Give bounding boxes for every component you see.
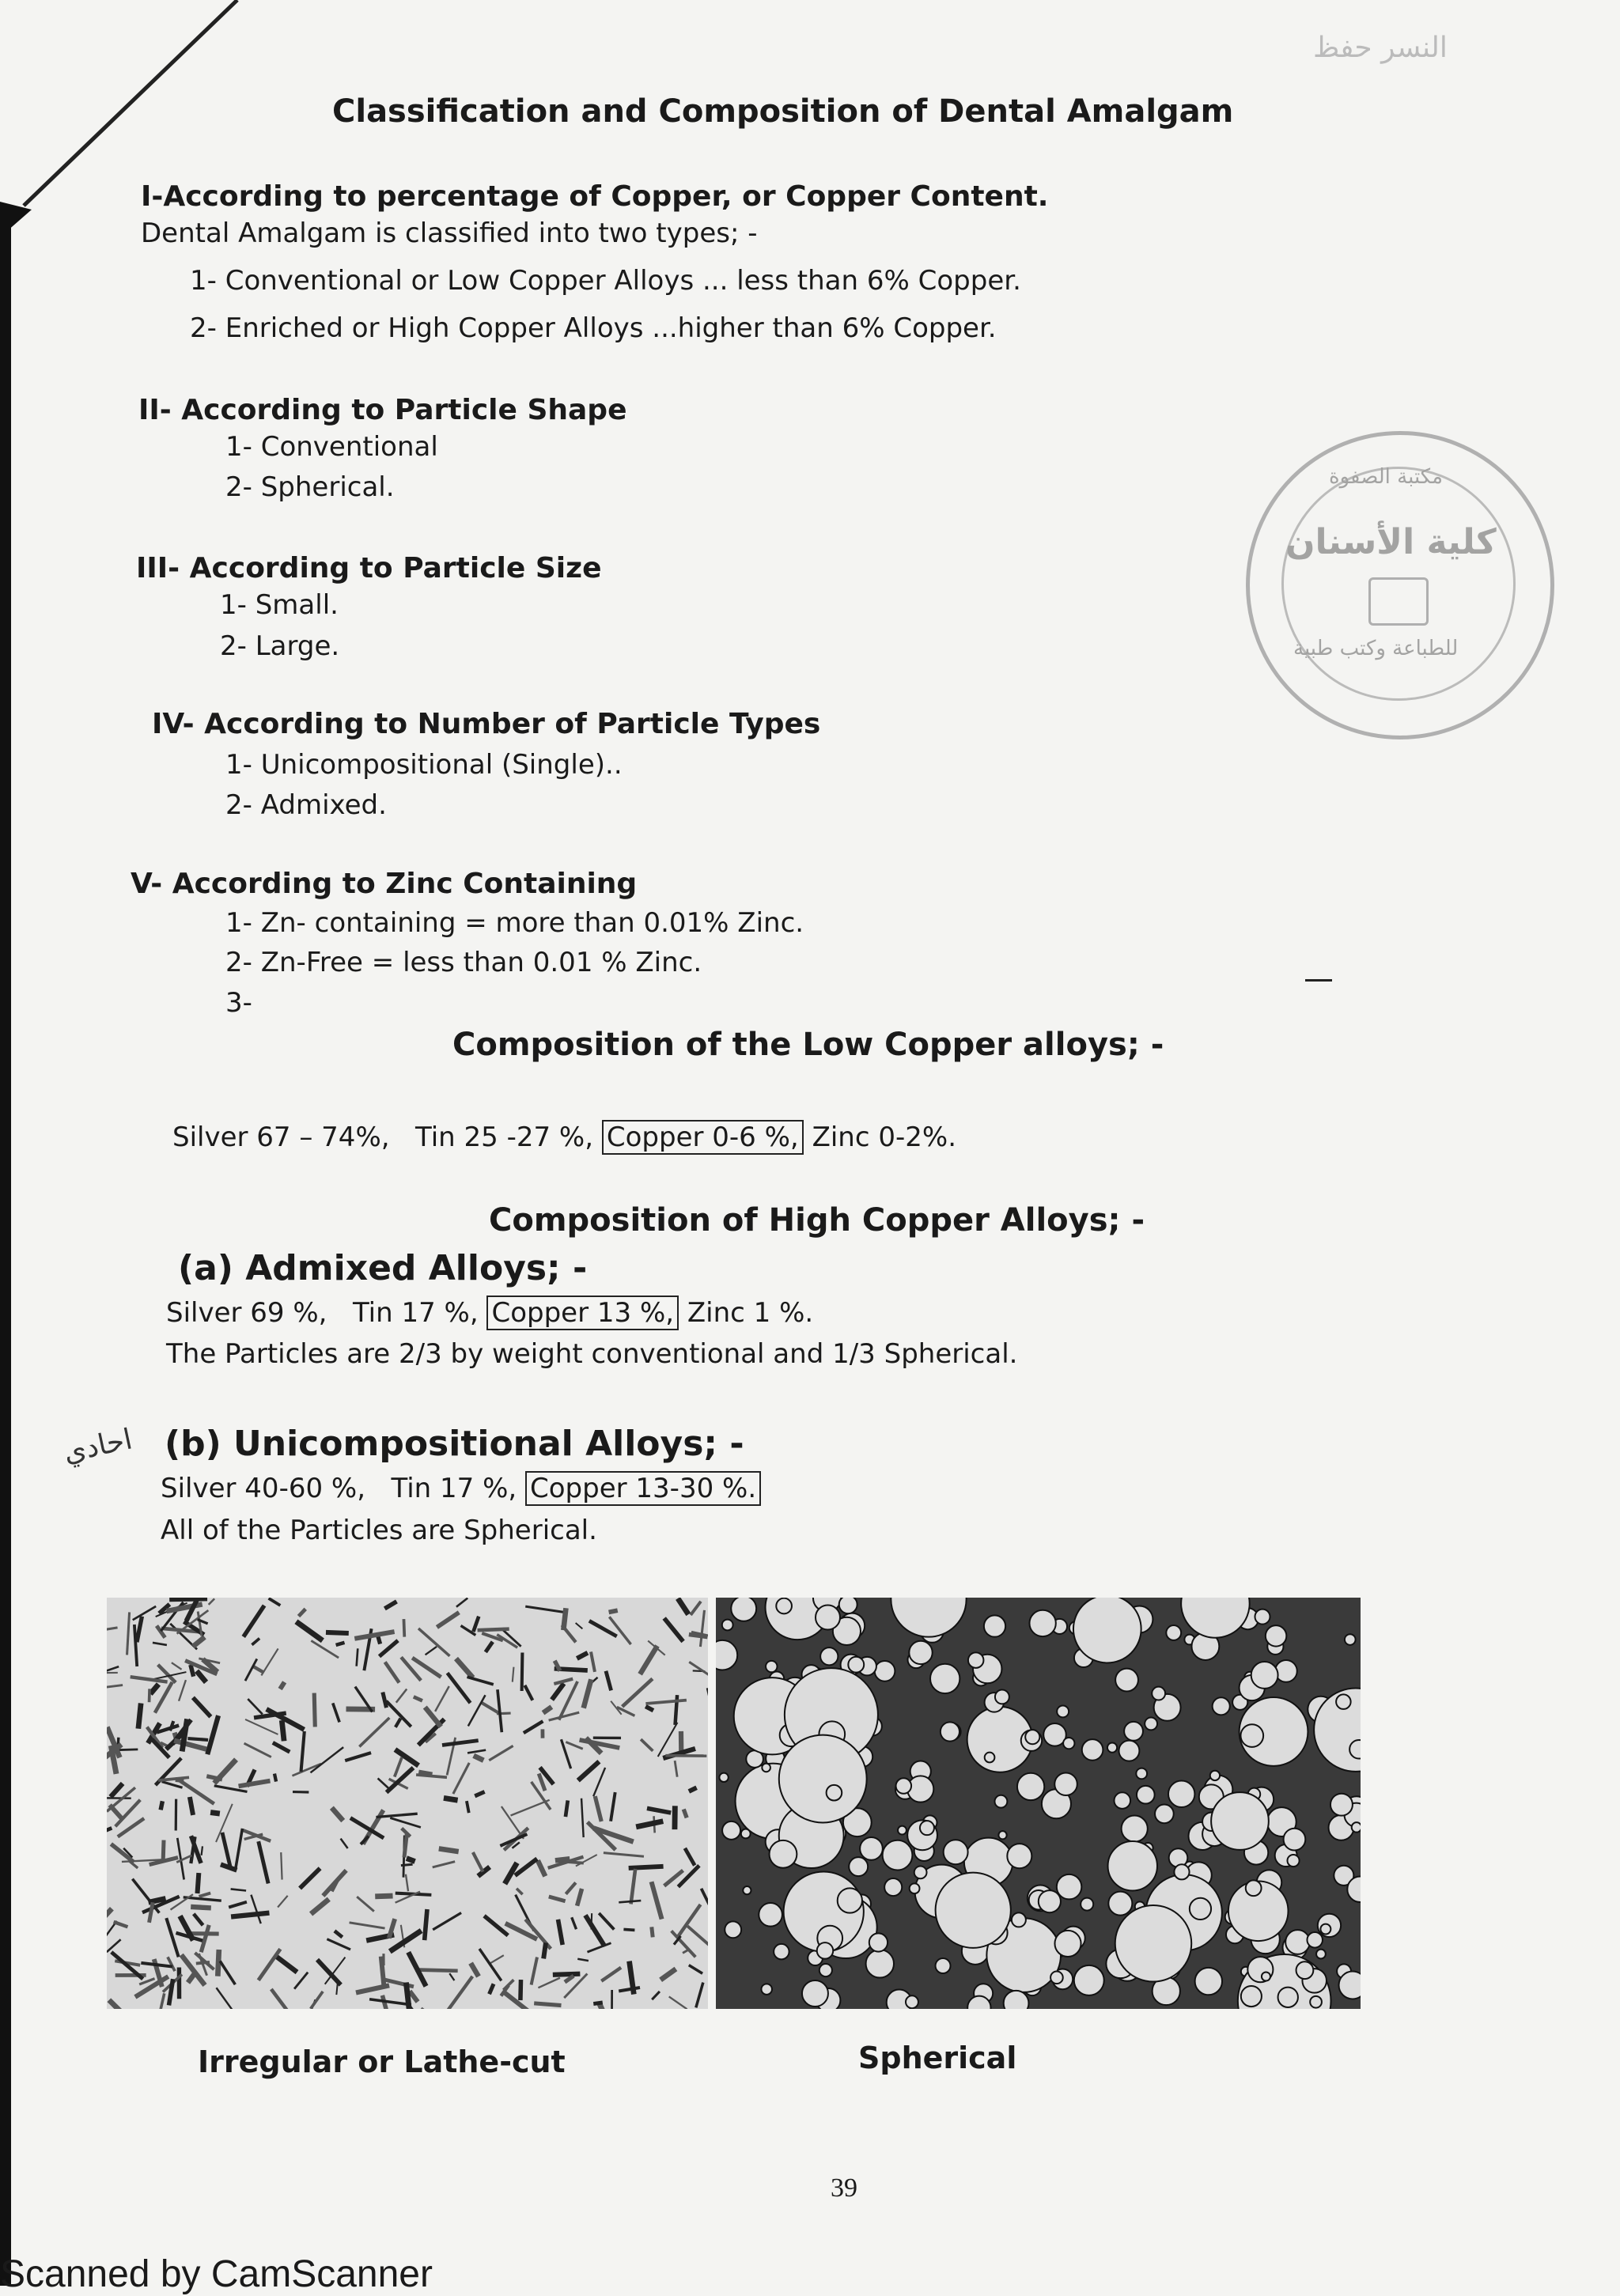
admixed-zinc: Zinc 1 %. xyxy=(687,1297,813,1329)
admixed-note: The Particles are 2/3 by weight conventional and 1/3 Spherical. xyxy=(166,1338,1017,1370)
section-2-item-2: 2- Spherical. xyxy=(225,471,395,503)
low-zinc: Zinc 0-2%. xyxy=(812,1122,956,1153)
section-2-item-1: 1- Conventional xyxy=(225,431,438,463)
unicompositional-note: All of the Particles are Spherical. xyxy=(161,1515,597,1546)
caption-lathe-cut: Irregular or Lathe-cut xyxy=(198,2044,566,2079)
section-1-item-2: 2- Enriched or High Copper Alloys ...higher than 6% Copper. xyxy=(190,312,997,344)
margin-dash xyxy=(1305,979,1332,982)
lathe-cut-micrograph xyxy=(107,1598,708,2009)
admixed-composition xyxy=(166,1297,813,1329)
page-number: 39 xyxy=(831,2173,857,2203)
spherical-micrograph xyxy=(716,1598,1361,2009)
unicompositional-heading: (b) Unicompositional Alloys; - xyxy=(165,1424,744,1464)
section-4-item-2: 2- Admixed. xyxy=(225,789,387,821)
stamp-bottom-text: للطباعة وكتب طبية xyxy=(1293,637,1458,660)
section-2-heading: II- According to Particle Shape xyxy=(138,394,626,426)
library-stamp xyxy=(1246,431,1554,739)
section-5-item-2: 2- Zn-Free = less than 0.01 % Zinc. xyxy=(225,947,702,978)
section-5-heading: V- According to Zinc Containing xyxy=(131,868,637,900)
caption-spherical: Spherical xyxy=(858,2041,1016,2075)
low-tin: Tin 25 -27 %, xyxy=(415,1122,593,1153)
high-copper-heading: Composition of High Copper Alloys; - xyxy=(489,1202,1145,1239)
admixed-copper-boxed: Copper 13 %, xyxy=(486,1296,679,1330)
handwritten-note: احادي xyxy=(61,1423,135,1469)
low-copper-boxed: Copper 0-6 %, xyxy=(602,1120,804,1155)
section-3-item-1: 1- Small. xyxy=(220,589,339,621)
book-icon xyxy=(1368,577,1429,626)
section-3-heading: III- According to Particle Size xyxy=(136,552,601,584)
section-1-item-1: 1- Conventional or Low Copper Alloys ... less than 6% Copper. xyxy=(190,265,1021,297)
section-5-item-3: 3- xyxy=(225,987,252,1019)
section-3-item-2: 2- Large. xyxy=(220,630,339,662)
low-copper-heading: Composition of the Low Copper alloys; - xyxy=(452,1027,1164,1063)
stamp-middle-text: كلية الأسنان xyxy=(1285,522,1497,562)
unicompositional-composition xyxy=(161,1473,761,1504)
section-4-item-1: 1- Unicompositional (Single).. xyxy=(225,749,623,781)
uni-silver: Silver 40-60 %, xyxy=(161,1473,365,1504)
low-silver: Silver 67 – 74%, xyxy=(172,1122,390,1153)
section-5-item-1: 1- Zn- containing = more than 0.01% Zinc. xyxy=(225,907,804,939)
admixed-heading: (a) Admixed Alloys; - xyxy=(178,1248,587,1288)
admixed-silver: Silver 69 %, xyxy=(166,1297,327,1329)
section-1-heading: I-According to percentage of Copper, or Copper Content. xyxy=(141,180,1048,213)
admixed-tin: Tin 17 %, xyxy=(353,1297,479,1329)
low-copper-composition xyxy=(172,1122,956,1153)
uni-copper-boxed: Copper 13-30 %. xyxy=(525,1471,761,1506)
section-4-heading: IV- According to Number of Particle Types xyxy=(152,708,820,740)
corner-note: النسر حفظ xyxy=(1313,32,1448,64)
scanner-footer: Scanned by CamScanner xyxy=(0,2253,433,2296)
uni-tin: Tin 17 %, xyxy=(391,1473,517,1504)
page-title: Classification and Composition of Dental Amalgam xyxy=(332,93,1233,130)
section-1-intro: Dental Amalgam is classified into two types; - xyxy=(141,217,758,249)
stamp-top-text: مكتبة الصفوة xyxy=(1329,465,1443,489)
